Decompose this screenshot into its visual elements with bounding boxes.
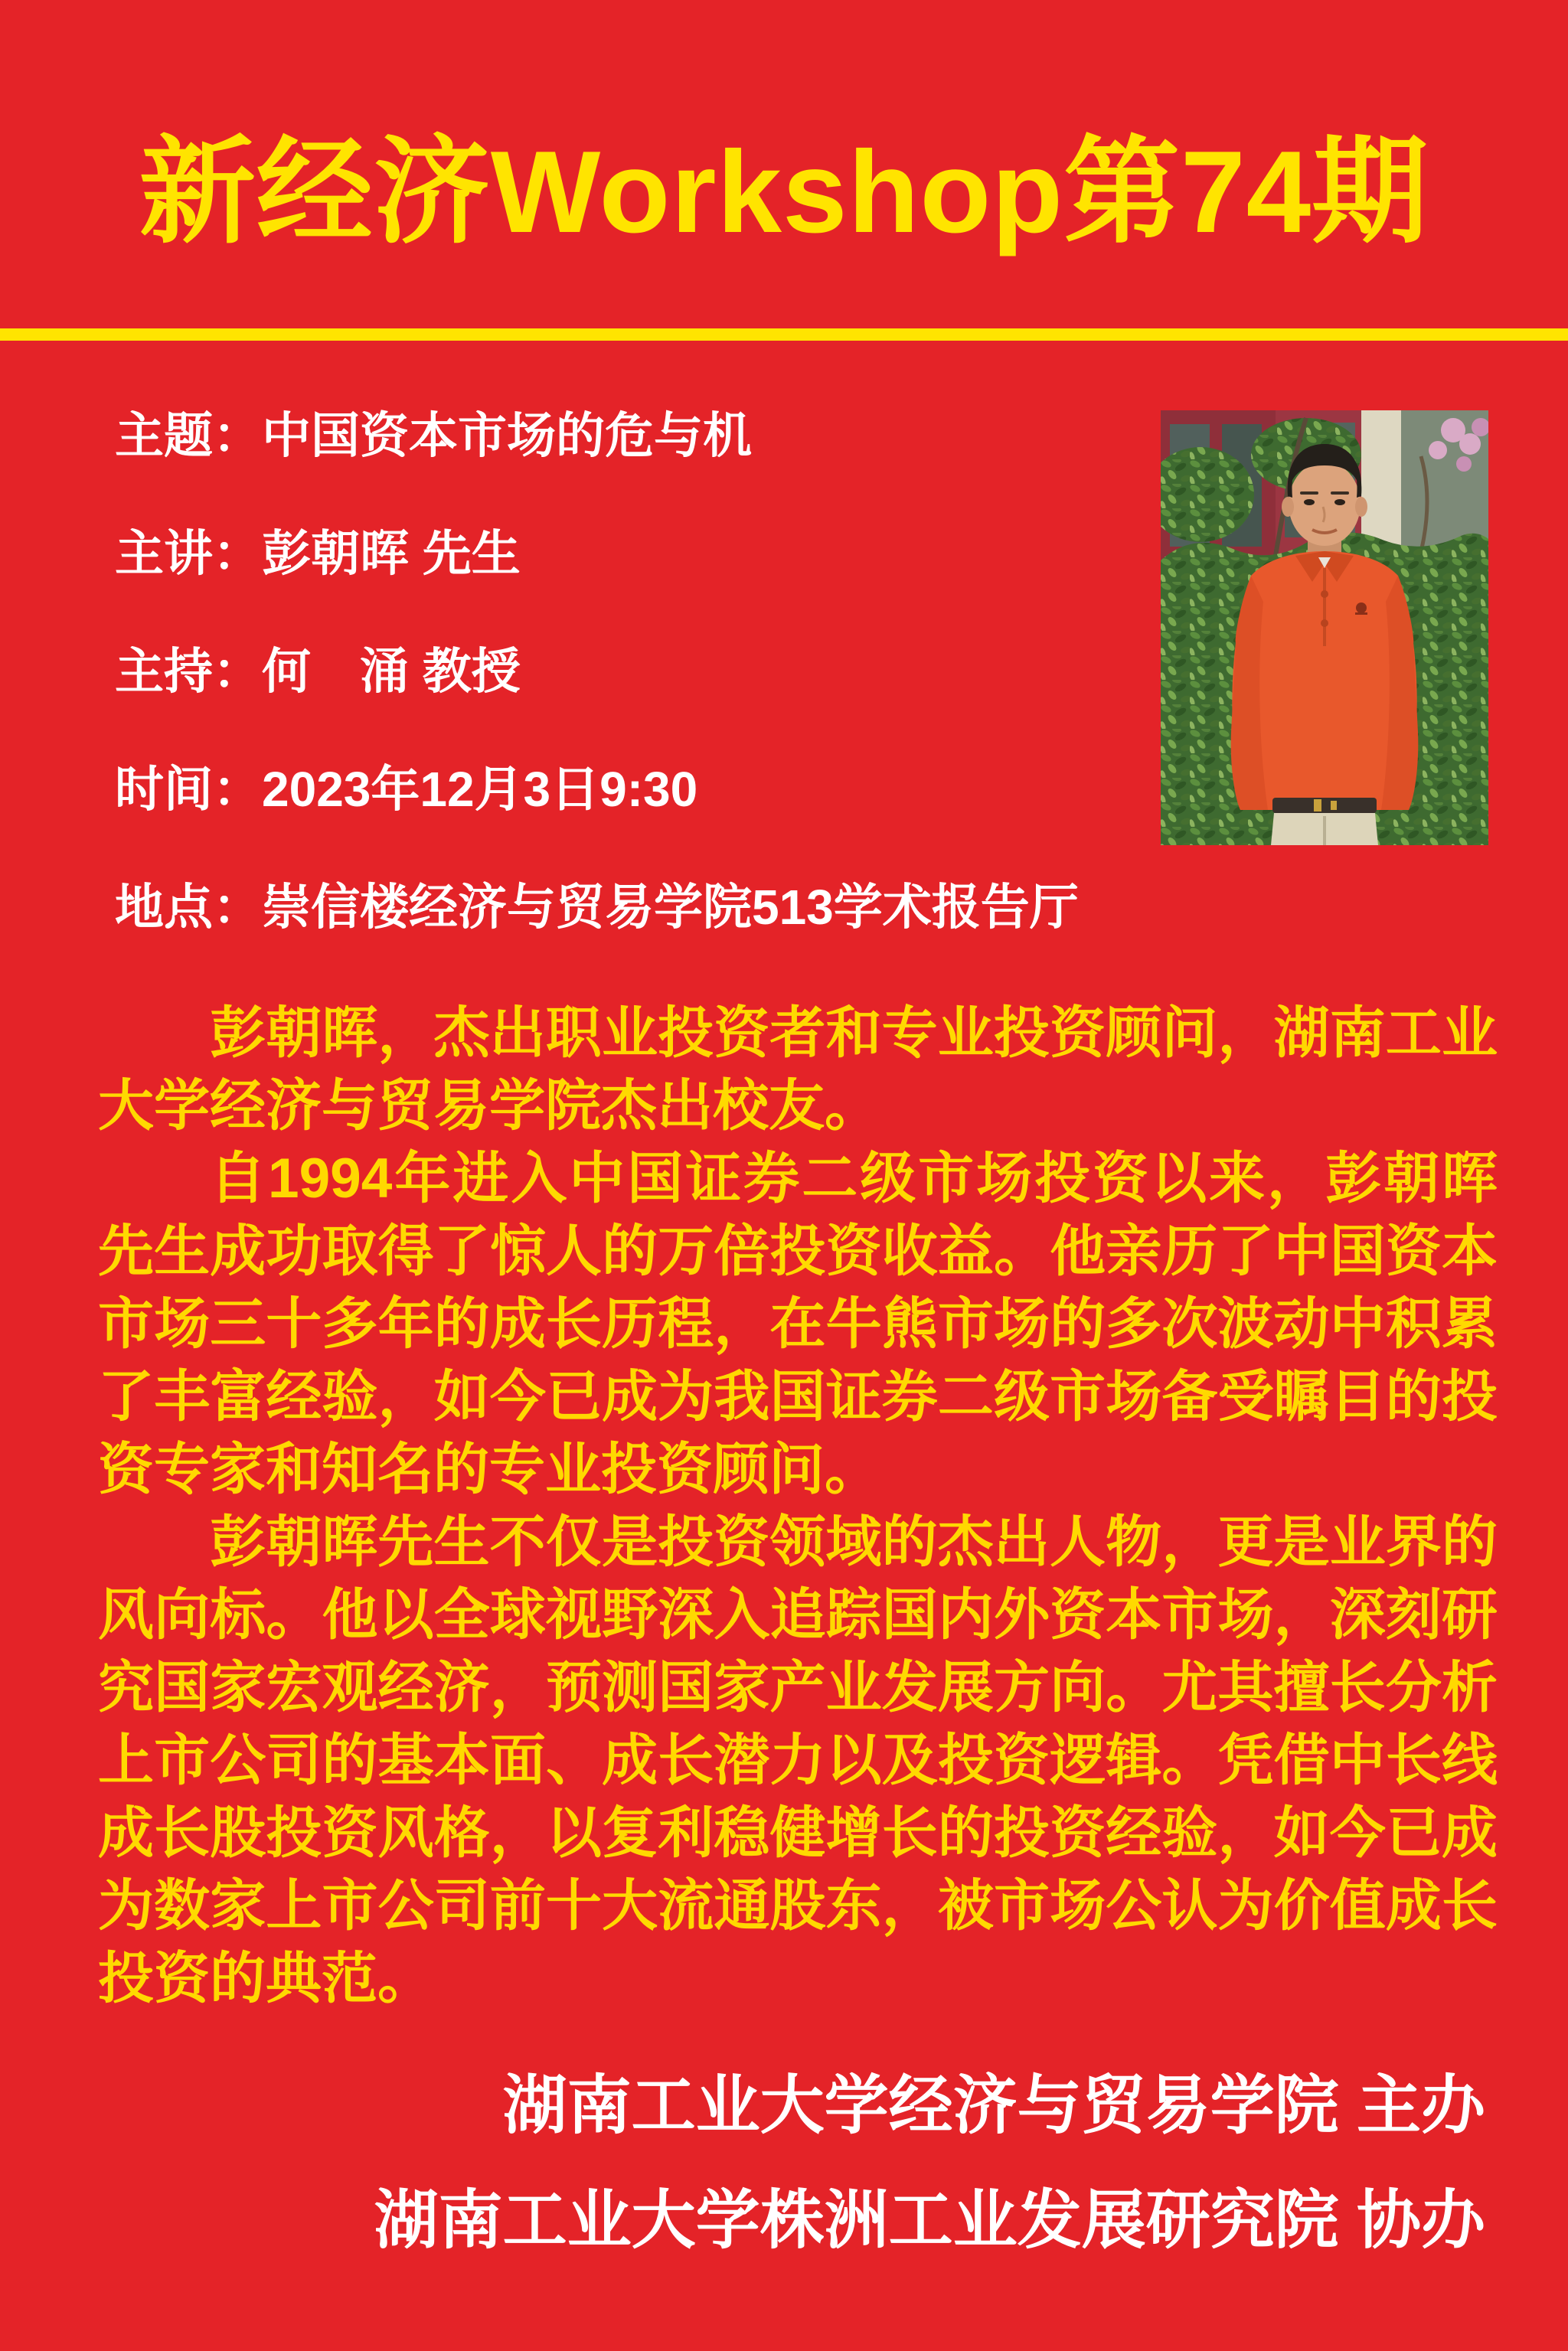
organizers	[98, 2048, 1485, 2278]
organizer-host-line: 湖南工业大学经济与贸易学院 主办	[502, 2069, 1485, 2141]
bio-paragraph-2: 自1994年进入中国证券二级市场投资以来，彭朝晖先生成功取得了惊人的万倍投资收益。他亲历了中国资本市场三十多年的成长历程，在牛熊市场的多次波动中积累了丰富经验，如今已成为我国证券二级市场备受瞩目的投资专家和知名的专业投资顾问。	[98, 1148, 1498, 1500]
yellow-divider-line	[0, 328, 1568, 341]
field-topic	[115, 408, 1079, 463]
field-host-value: 何 涌 教授	[262, 644, 521, 699]
field-topic-value: 中国资本市场的危与机	[262, 408, 752, 463]
event-info-fields	[115, 408, 1079, 1001]
field-speaker-value: 彭朝晖 先生	[262, 526, 521, 581]
field-host	[115, 644, 1079, 699]
field-time-label: 时间：	[115, 762, 262, 817]
field-time-value: 2023年12月3日9:30	[262, 762, 698, 817]
field-location-value: 崇信楼经济与贸易学院513学术报告厅	[262, 880, 1079, 935]
field-speaker	[115, 526, 1079, 581]
speaker-photo	[1161, 410, 1488, 845]
field-topic-label: 主题：	[115, 408, 262, 463]
field-location-label: 地点：	[115, 880, 262, 935]
speaker-bio	[98, 997, 1498, 2015]
organizer-co-host-line: 湖南工业大学株洲工业发展研究院 协办	[374, 2184, 1485, 2256]
bio-paragraph-3: 彭朝晖先生不仅是投资领域的杰出人物，更是业界的风向标。他以全球视野深入追踪国内外资本市场，深刻研究国家宏观经济，预测国家产业发展方向。尤其擅长分析上市公司的基本面、成长潜力以及投资逻辑。凭借中长线成长股投资风格，以复利稳健增长的投资经验，如今已成为数家上市公司前十大流通股东，被市场公认为价值成长投资的典范。	[98, 1511, 1498, 2010]
field-location	[115, 880, 1079, 935]
field-time	[115, 762, 1079, 817]
field-host-label: 主持：	[115, 644, 262, 699]
bio-paragraph-1: 彭朝晖，杰出职业投资者和专业投资顾问，湖南工业大学经济与贸易学院杰出校友。	[98, 1002, 1498, 1137]
poster-title: 新经济Workshop第74期	[139, 127, 1429, 257]
field-speaker-label: 主讲：	[115, 526, 262, 581]
